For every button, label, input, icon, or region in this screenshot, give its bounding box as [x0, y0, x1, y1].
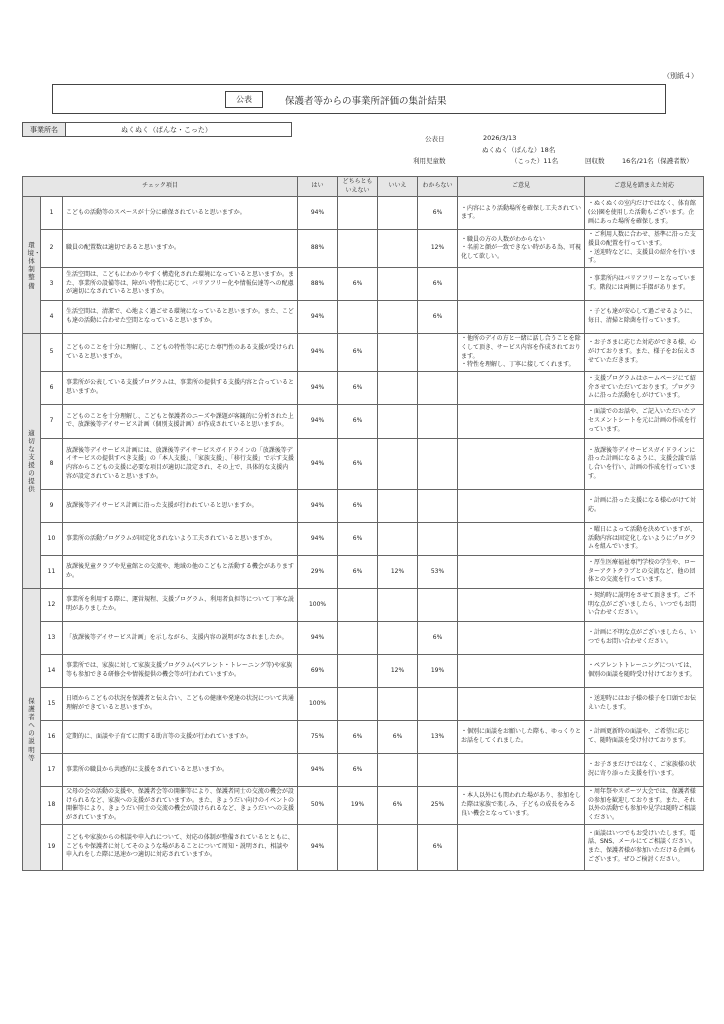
unknown-percent: [418, 438, 458, 489]
yes-percent: 88%: [298, 230, 338, 268]
neutral-percent: [338, 654, 378, 687]
row-number: 4: [41, 301, 63, 334]
question-text: 定期的に、面談や子育てに関する助言等の支援が行われていますか。: [63, 720, 298, 753]
parent-opinion: ・内容により活動場所を確保し工夫されています。: [458, 197, 585, 230]
table-row: [23, 489, 704, 522]
no-percent: 12%: [378, 654, 418, 687]
facility-response: ・面談でのお話や、ご記入いただいたアセスメントシートを元に計画の作成を行っています。: [585, 404, 704, 438]
table-row: [23, 371, 704, 404]
publish-date: 2026/3/13: [483, 134, 517, 142]
table-row: [23, 301, 704, 334]
annex-note: （別紙４）: [663, 72, 698, 80]
unknown-percent: [418, 522, 458, 555]
unknown-percent: [418, 334, 458, 372]
publish-date-label: 公表日: [425, 135, 445, 143]
col-header-responses: ご意見を踏まえた対応: [585, 177, 704, 197]
question-text: 父母の会の活動の支援や、保護者会等の開催等により、保護者同士の交流の機会が設けられるなど、家族への支援がされていますか。また、きょうだい向けのイベントの開催等により、きょうだい同士の交流の機会が設けられるなど、きょうだいへの支援がされていますか。: [63, 786, 298, 824]
neutral-percent: 19%: [338, 786, 378, 824]
neutral-percent: 6%: [338, 404, 378, 438]
question-text: こどもや家族からの相談や申入れについて、対応の体制が整備されているとともに、こどもや保護者に対してそのような場があることについて周知・説明され、相談や申入れをした際に迅速かつ適切に対応されていますか。: [63, 824, 298, 870]
category-label: 環境・体制整備: [23, 197, 41, 334]
no-percent: 6%: [378, 786, 418, 824]
facility-response: ・契約時に説明をさせて頂きます。ご不明な点がございましたら、いつでもお問い合わせください。: [585, 588, 704, 621]
neutral-percent: [338, 621, 378, 654]
row-number: 9: [41, 489, 63, 522]
no-percent: [378, 753, 418, 786]
col-header-items: チェック項目: [23, 177, 298, 197]
parent-opinion: [458, 489, 585, 522]
table-row: [23, 687, 704, 720]
question-text: 「放課後等デイサービス計画」を示しながら、支援内容の説明がなされましたか。: [63, 621, 298, 654]
question-text: こどものことを十分に理解し、こどもの特性等に応じた専門性のある支援が受けられていると思いますか。: [63, 334, 298, 372]
no-percent: [378, 371, 418, 404]
parent-opinion: [458, 404, 585, 438]
parent-opinion: [458, 824, 585, 870]
row-number: 18: [41, 786, 63, 824]
yes-percent: 94%: [298, 438, 338, 489]
users-line-2: （こった）11名: [511, 157, 559, 165]
yes-percent: 94%: [298, 522, 338, 555]
yes-percent: 94%: [298, 621, 338, 654]
facility-response: ・お子さまに応じた対応ができる様、心がけております。また、様子をお伝えさせていただきます。: [585, 334, 704, 372]
unknown-percent: 6%: [418, 197, 458, 230]
facility-response: ・ぬくぬくの室内だけではなく、体育館(公)園を使用した活動もございます。企画にあった場所を確保します。: [585, 197, 704, 230]
table-row: [23, 268, 704, 301]
row-number: 15: [41, 687, 63, 720]
no-percent: 6%: [378, 720, 418, 753]
yes-percent: 94%: [298, 301, 338, 334]
parent-opinion: [458, 301, 585, 334]
page-title: 保護者等からの事業所評価の集計結果: [285, 96, 447, 107]
unknown-percent: 53%: [418, 555, 458, 588]
facility-response: ・支援プログラムはホームページにて紹介させていただいております。プログラムに沿った活動をしがけています。: [585, 371, 704, 404]
no-percent: 12%: [378, 555, 418, 588]
yes-percent: 94%: [298, 197, 338, 230]
facility-name: ぬくぬく（ぱんな・こった）: [121, 125, 212, 134]
neutral-percent: 6%: [338, 522, 378, 555]
table-row: [23, 334, 704, 372]
neutral-percent: 6%: [338, 555, 378, 588]
table-row: [23, 588, 704, 621]
facility-response: ・面談はいつでもお受けいたします。電話、SNS、メールにてご相談ください。また、保護者様が参加いただける企画もございます。ぜひご検討ください。: [585, 824, 704, 870]
row-number: 12: [41, 588, 63, 621]
no-percent: [378, 687, 418, 720]
no-percent: [378, 197, 418, 230]
no-percent: [378, 334, 418, 372]
question-text: 事業所では、家族に対して家族支援プログラム(ペアレント・トレーニング等)や家族等も参加できる研修会や情報提供の機会等が行われていますか。: [63, 654, 298, 687]
facility-response: ・ご利用人数に合わせ、基準に沿った支援員の配置を行っています。 ・送迎時などに、支援員の紹介を行います。: [585, 230, 704, 268]
row-number: 11: [41, 555, 63, 588]
facility-response: ・厚生医療福祉専門学校の学生や、ローターアクトクラブとの交流など、他の団体との交流を行っています。: [585, 555, 704, 588]
evaluation-table: [22, 176, 704, 871]
facility-response: ・周年祭やスポーツ大会では、保護者様の参加を歓迎しております。また、それ以外の活動でも参加や見学は随時ご相談ください。: [585, 786, 704, 824]
no-percent: [378, 522, 418, 555]
table-row: [23, 197, 704, 230]
unknown-percent: [418, 489, 458, 522]
unknown-percent: 19%: [418, 654, 458, 687]
yes-percent: 69%: [298, 654, 338, 687]
question-text: 職員の配置数は適切であると思いますか。: [63, 230, 298, 268]
no-percent: [378, 621, 418, 654]
parent-opinion: [458, 522, 585, 555]
neutral-percent: 6%: [338, 438, 378, 489]
unknown-percent: [418, 687, 458, 720]
facility-response: ・計画に沿った支援になる様心がけて対応。: [585, 489, 704, 522]
table-row: [23, 786, 704, 824]
row-number: 3: [41, 268, 63, 301]
no-percent: [378, 438, 418, 489]
col-header-neutral: どちらともいえない: [338, 177, 378, 197]
neutral-percent: 6%: [338, 371, 378, 404]
no-percent: [378, 588, 418, 621]
parent-opinion: [458, 687, 585, 720]
no-percent: [378, 301, 418, 334]
neutral-percent: 6%: [338, 489, 378, 522]
row-number: 10: [41, 522, 63, 555]
yes-percent: 94%: [298, 334, 338, 372]
responses-label: 回収数: [585, 157, 605, 165]
table-row: [23, 230, 704, 268]
neutral-percent: 6%: [338, 268, 378, 301]
table-row: [23, 404, 704, 438]
parent-opinion: ・職員の方の人数がわからない ・名前と顔が一致できない時がある為、可視化して欲しい。: [458, 230, 585, 268]
unknown-percent: [418, 371, 458, 404]
table-row: [23, 522, 704, 555]
table-row: [23, 654, 704, 687]
yes-percent: 50%: [298, 786, 338, 824]
neutral-percent: [338, 824, 378, 870]
parent-opinion: [458, 268, 585, 301]
no-percent: [378, 268, 418, 301]
question-text: こどものことを十分理解し、こどもと保護者のニーズや課題が客観的に分析された上で、放課後等デイサービス計画（個別支援計画）が作成されていると思いますか。: [63, 404, 298, 438]
facility-response: ・計画に不明な点がございましたら、いつでもお問い合わせください。: [585, 621, 704, 654]
question-text: こどもの活動等のスペースが十分に確保されていると思いますか。: [63, 197, 298, 230]
facility-label: 事業所名: [23, 123, 66, 136]
no-percent: [378, 404, 418, 438]
table-row: [23, 824, 704, 870]
yes-percent: 94%: [298, 489, 338, 522]
unknown-percent: [418, 588, 458, 621]
neutral-percent: 6%: [338, 720, 378, 753]
facility-name-box: [22, 122, 292, 137]
row-number: 17: [41, 753, 63, 786]
category-label: 保護者への説明等: [23, 588, 41, 870]
public-badge: 公表: [225, 91, 263, 108]
question-text: 事業所の職員から共感的に支援をされていると思いますか。: [63, 753, 298, 786]
row-number: 13: [41, 621, 63, 654]
row-number: 1: [41, 197, 63, 230]
table-row: [23, 720, 704, 753]
row-number: 14: [41, 654, 63, 687]
neutral-percent: 6%: [338, 753, 378, 786]
yes-percent: 94%: [298, 824, 338, 870]
row-number: 19: [41, 824, 63, 870]
yes-percent: 88%: [298, 268, 338, 301]
unknown-percent: [418, 404, 458, 438]
table-row: [23, 555, 704, 588]
question-text: 事業所が公表している支援プログラムは、事業所の提供する支援内容と合っていると思いますか。: [63, 371, 298, 404]
neutral-percent: [338, 687, 378, 720]
table-row: [23, 753, 704, 786]
parent-opinion: [458, 438, 585, 489]
neutral-percent: [338, 588, 378, 621]
yes-percent: 100%: [298, 687, 338, 720]
responses-count: 16名/21名（保護者数）: [622, 157, 693, 165]
row-number: 6: [41, 371, 63, 404]
question-text: 放課後等デイサービス計画に沿った支援が行われていると思いますか。: [63, 489, 298, 522]
facility-response: ・計画更新時の面談や、ご希望に応じて、随時面談を受け付けております。: [585, 720, 704, 753]
question-text: 生活空間は、こどもにわかりやすく構造化された環境になっていると思いますか。また、事業所の設備等は、障がい特性に応じて、バリアフリー化や情報伝達等への配慮が適切になされていると思いますか。: [63, 268, 298, 301]
unknown-percent: 13%: [418, 720, 458, 753]
facility-response: ・放課後等デイサービスガイドラインに沿った計画になるように、支援会議で話し合いを行い、計画の作成を行っています。: [585, 438, 704, 489]
users-line-1: ぬくぬく（ぱんな）18名: [482, 146, 556, 154]
unknown-percent: 6%: [418, 268, 458, 301]
unknown-percent: 6%: [418, 301, 458, 334]
question-text: 生活空間は、清潔で、心地よく過ごせる環境になっていると思いますか。また、こども達の活動に合わせた空間となっていると思いますか。: [63, 301, 298, 334]
table-row: [23, 621, 704, 654]
question-text: 放課後等デイサービス計画には、放課後等デイサービスガイドラインの「放課後等デイサービスの提供すべき支援」の「本人支援」、「家族支援」、「移行支援」で示す支援内容からこどもの支援に必要な項目が適切に設定され、その上で、具体的な支援内容が設定されていると思いますか。: [63, 438, 298, 489]
col-header-unknown: わからない: [418, 177, 458, 197]
unknown-percent: [418, 753, 458, 786]
table-row: [23, 438, 704, 489]
table-header-row: [23, 177, 704, 197]
yes-percent: 94%: [298, 753, 338, 786]
parent-opinion: [458, 588, 585, 621]
facility-response: ・お子さまだけではなく、ご家族様の状況に寄り添った支援を行います。: [585, 753, 704, 786]
yes-percent: 75%: [298, 720, 338, 753]
col-header-opinions: ご意見: [458, 177, 585, 197]
facility-response: ・曜日によって活動を決めていますが、活動内容は固定化しないようにプログラムを組んでいます。: [585, 522, 704, 555]
col-header-no: いいえ: [378, 177, 418, 197]
yes-percent: 94%: [298, 371, 338, 404]
category-label: 適切な支援の提供: [23, 334, 41, 589]
no-percent: [378, 824, 418, 870]
yes-percent: 94%: [298, 404, 338, 438]
neutral-percent: [338, 197, 378, 230]
row-number: 2: [41, 230, 63, 268]
yes-percent: 100%: [298, 588, 338, 621]
parent-opinion: ・他所のデイの方と一緒に話し合うことを除くして頂き、サービス内容を作成されております。 ・特性を理解し、丁寧に接してくれます。: [458, 334, 585, 372]
facility-response: ・子ども達が安心して過ごせるように、毎日、清掃と除菌を行っています。: [585, 301, 704, 334]
row-number: 7: [41, 404, 63, 438]
neutral-percent: [338, 230, 378, 268]
row-number: 8: [41, 438, 63, 489]
no-percent: [378, 489, 418, 522]
yes-percent: 29%: [298, 555, 338, 588]
no-percent: [378, 230, 418, 268]
row-number: 16: [41, 720, 63, 753]
parent-opinion: [458, 621, 585, 654]
row-number: 5: [41, 334, 63, 372]
unknown-percent: 6%: [418, 621, 458, 654]
neutral-percent: [338, 301, 378, 334]
question-text: 事業所の活動プログラムが固定化されないよう工夫されていると思いますか。: [63, 522, 298, 555]
parent-opinion: [458, 555, 585, 588]
unknown-percent: 12%: [418, 230, 458, 268]
question-text: 放課後児童クラブや児童館との交流や、地域の他のこどもと活動する機会がありますか。: [63, 555, 298, 588]
title-box: [52, 84, 666, 114]
col-header-yes: はい: [298, 177, 338, 197]
facility-response: ・送迎時にはお子様の様子を口頭でお伝えいたします。: [585, 687, 704, 720]
parent-opinion: ・個別に面談をお願いした際も、ゆっくりとお話をしてくれました。: [458, 720, 585, 753]
parent-opinion: ・本人以外にも関われた場があり、参加をした際は家族で楽しみ、子どもの成長をみる良い機会となっています。: [458, 786, 585, 824]
facility-response: ・事業所内はバリアフリーとなっています。階段には両側に手摺があります。: [585, 268, 704, 301]
parent-opinion: [458, 371, 585, 404]
neutral-percent: 6%: [338, 334, 378, 372]
parent-opinion: [458, 753, 585, 786]
question-text: 日頃からこどもの状況を保護者と伝え合い、こどもの健康や発達の状況について共通理解ができていると思いますか。: [63, 687, 298, 720]
unknown-percent: 25%: [418, 786, 458, 824]
users-label: 利用児童数: [413, 157, 446, 165]
parent-opinion: [458, 654, 585, 687]
unknown-percent: 6%: [418, 824, 458, 870]
facility-response: ・ペアレントトレーニングについては、個別の面談を随時受け付けております。: [585, 654, 704, 687]
question-text: 事業所を利用する際に、運営規程、支援プログラム、利用者負担等について丁寧な説明がありましたか。: [63, 588, 298, 621]
